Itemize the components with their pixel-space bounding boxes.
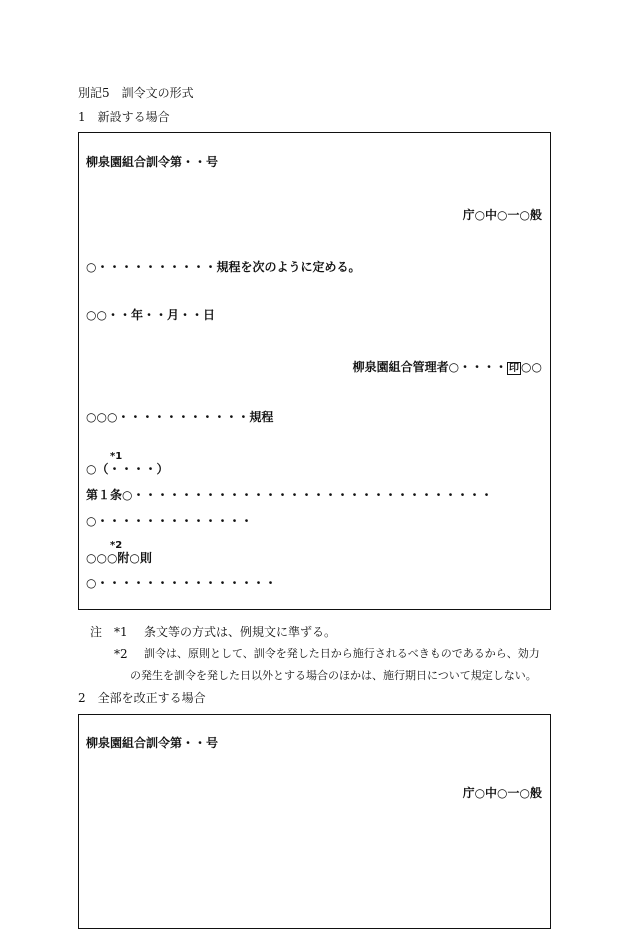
form1-date-line: ○○・・年・・月・・日 xyxy=(86,308,215,322)
appendix-title: 別記5 訓令文の形式 xyxy=(78,86,194,100)
signer-suffix: ○○ xyxy=(521,360,542,374)
form2-number-line: 柳泉園組合訓令第・・号 xyxy=(86,736,219,750)
note1-text: 条文等の方式は、例規文に準ずる。 xyxy=(144,625,337,639)
note2-text-line2: の発生を訓令を発した日以外とする場合のほかは、施行期日について規定しない。 xyxy=(130,669,537,682)
form1-mark2: *2 xyxy=(110,540,123,551)
note2-mark: *2 xyxy=(114,647,128,661)
form1-supplementary: ○○○附○則 xyxy=(86,551,152,565)
form1-signer xyxy=(353,361,542,374)
section1-title: 1 新設する場合 xyxy=(78,110,170,124)
form1-distribution: 庁○中○一○般 xyxy=(462,208,542,222)
note1-mark: *1 xyxy=(114,625,128,639)
form1-mark1: *1 xyxy=(110,451,123,462)
notes-label: 注 xyxy=(90,625,103,639)
form1-supplementary-body: ○・・・・・・・・・・・・・・・ xyxy=(86,576,277,590)
form2-distribution: 庁○中○一○般 xyxy=(462,786,542,800)
form1-article1: 第１条○・・・・・・・・・・・・・・・・・・・・・・・・・・・・・・ xyxy=(86,488,493,502)
form1-number-line: 柳泉園組合訓令第・・号 xyxy=(86,155,219,169)
form1-regulation-title: ○○○・・・・・・・・・・・規程 xyxy=(86,410,274,424)
note2-text-line1: 訓令は、原則として、訓令を発した日から施行されるべきものであるから、効力 xyxy=(144,647,540,660)
form1-enactment-line: ○・・・・・・・・・・規程を次のように定める。 xyxy=(86,260,361,274)
signer-name: 柳泉園組合管理者○・・・・ xyxy=(352,360,508,374)
form1-article-caption: ○（・・・・） xyxy=(86,462,169,476)
seal-mark: 印 xyxy=(509,363,520,374)
section2-title: 2 全部を改正する場合 xyxy=(78,691,206,705)
form1-article1-cont: ○・・・・・・・・・・・・・ xyxy=(86,514,253,528)
